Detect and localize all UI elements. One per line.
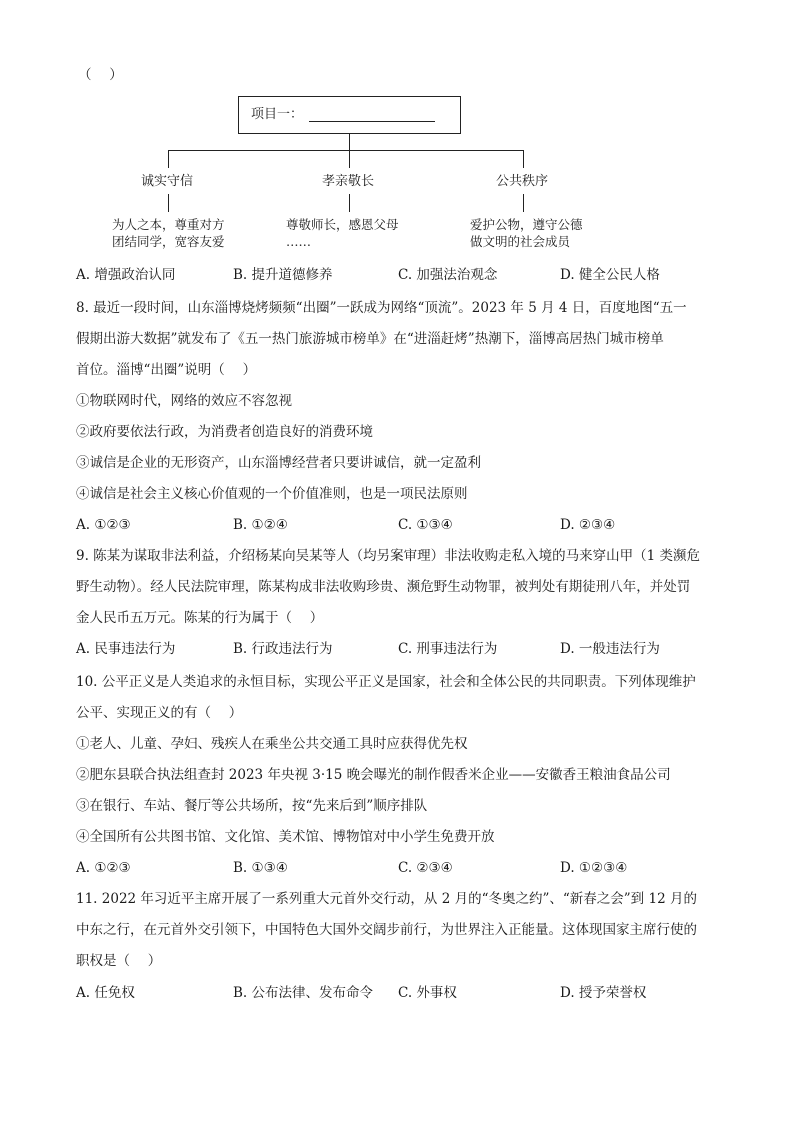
diagram-root-label: 项目一： — [251, 107, 304, 122]
q7-option-a: A. 增强政治认同 — [76, 267, 176, 283]
diagram-node-label: 公共秩序 — [496, 174, 549, 189]
connector-right-down — [523, 194, 524, 212]
diagram-node-label: 诚实守信 — [141, 174, 194, 189]
q10-option-a: A. ①②③ — [76, 860, 131, 876]
q11-stem-line: 11. 2022 年习近平主席开展了一系列重大元首外交行动，从 2 月的“冬奥之约”、“新春之会”到 12 月的 — [76, 891, 697, 907]
diagram-root-box — [238, 96, 461, 134]
q8-item: ②政府要依法行政，为消费者创造良好的消费环境 — [76, 424, 373, 440]
q11-option-c: C. 外事权 — [398, 985, 457, 1001]
connector-left-down — [168, 194, 169, 212]
q10-option-b: B. ①③④ — [233, 860, 288, 876]
q8-option-b: B. ①②④ — [233, 517, 288, 533]
q8-item: ①物联网时代，网络的效应不容忽视 — [76, 393, 292, 409]
q9-option-b: B. 行政违法行为 — [233, 641, 333, 657]
q9-option-a: A. 民事违法行为 — [76, 641, 176, 657]
answer-bracket: （ ） — [78, 67, 123, 83]
q7-option-b: B. 提升道德修养 — [233, 267, 333, 283]
q11-stem-line: 职权是（ ） — [76, 953, 162, 969]
q8-stem-line: 首位。淄博“出圈”说明（ ） — [76, 362, 257, 378]
q9-stem-line: 野生动物）。经人民法院审理，陈某构成非法收购珍贵、濒危野生动物罪，被判处有期徒刑八年，并处罚 — [76, 579, 691, 595]
connector-mid-down — [349, 194, 350, 212]
q10-item: ①老人、儿童、孕妇、残疾人在乘坐公共交通工具时应获得优先权 — [76, 736, 468, 752]
q11-option-d: D. 授予荣誉权 — [560, 985, 647, 1001]
diagram-node-desc: 为人之本，尊重对方 — [112, 217, 225, 232]
q8-item: ③诚信是企业的无形资产，山东淄博经营者只要讲诚信，就一定盈利 — [76, 455, 481, 471]
q8-stem-line: 8. 最近一段时间，山东淄博烧烤频频“出圈”一跃成为网络“顶流”。2023 年 5 月 4 日，百度地图“五一 — [76, 300, 687, 316]
connector-right — [523, 150, 524, 168]
q7-option-c: C. 加强法治观念 — [398, 267, 498, 283]
connector-root — [349, 134, 350, 150]
connector-bar — [168, 150, 524, 151]
q10-item: ②肥东县联合执法组查封 2023 年央视 3·15 晚会曝光的制作假香米企业——安徽香王粮油食品公司 — [76, 767, 671, 783]
q7-option-d: D. 健全公民人格 — [560, 267, 660, 283]
q9-stem-line: 9. 陈某为谋取非法利益，介绍杨某向吴某等人（均另案审理）非法收购走私入境的马来穿山甲（1 类濒危 — [76, 548, 701, 564]
q10-stem-line: 公平、实现正义的有（ ） — [76, 705, 243, 721]
q11-stem-line: 中东之行，在元首外交引领下，中国特色大国外交阔步前行，为世界注入正能量。这体现国家主席行使的 — [76, 922, 697, 938]
concept-diagram — [76, 88, 636, 258]
q10-stem-line: 10. 公平正义是人类追求的永恒目标，实现公平正义是国家，社会和全体公民的共同职责。下列体现维护 — [76, 674, 696, 690]
q8-item: ④诚信是社会主义核心价值观的一个价值准则，也是一项民法原则 — [76, 486, 468, 502]
diagram-node-desc: 爱护公物，遵守公德 — [470, 217, 583, 232]
q10-option-d: D. ①②③④ — [560, 860, 628, 876]
q11-option-a: A. 任免权 — [76, 985, 135, 1001]
q8-option-d: D. ②③④ — [560, 517, 616, 533]
diagram-node-desc: 尊敬师长，感恩父母 — [286, 217, 399, 232]
q9-stem-line: 金人民币五万元。陈某的行为属于（ ） — [76, 610, 324, 626]
q10-option-c: C. ②③④ — [398, 860, 453, 876]
q10-item: ④全国所有公共图书馆、文化馆、美术馆、博物馆对中小学生免费开放 — [76, 829, 495, 845]
q11-option-b: B. 公布法律、发布命令 — [233, 985, 374, 1001]
connector-left — [168, 150, 169, 168]
q9-option-c: C. 刑事违法行为 — [398, 641, 498, 657]
diagram-node-label: 孝亲敬长 — [322, 174, 375, 189]
q8-option-c: C. ①③④ — [398, 517, 453, 533]
diagram-root-blank — [309, 107, 435, 122]
q10-item: ③在银行、车站、餐厅等公共场所，按“先来后到”顺序排队 — [76, 798, 428, 814]
q9-option-d: D. 一般违法行为 — [560, 641, 660, 657]
q8-stem-line: 假期出游大数据”就发布了《五一热门旅游城市榜单》在“进淄赶烤”热潮下，淄博高居热门城市榜单 — [76, 331, 664, 347]
diagram-node-desc: 团结同学，宽容友爱 — [112, 234, 225, 249]
connector-mid — [349, 150, 350, 168]
diagram-node-desc: …… — [286, 234, 311, 249]
diagram-node-desc: 做文明的社会成员 — [470, 234, 571, 249]
q8-option-a: A. ①②③ — [76, 517, 131, 533]
